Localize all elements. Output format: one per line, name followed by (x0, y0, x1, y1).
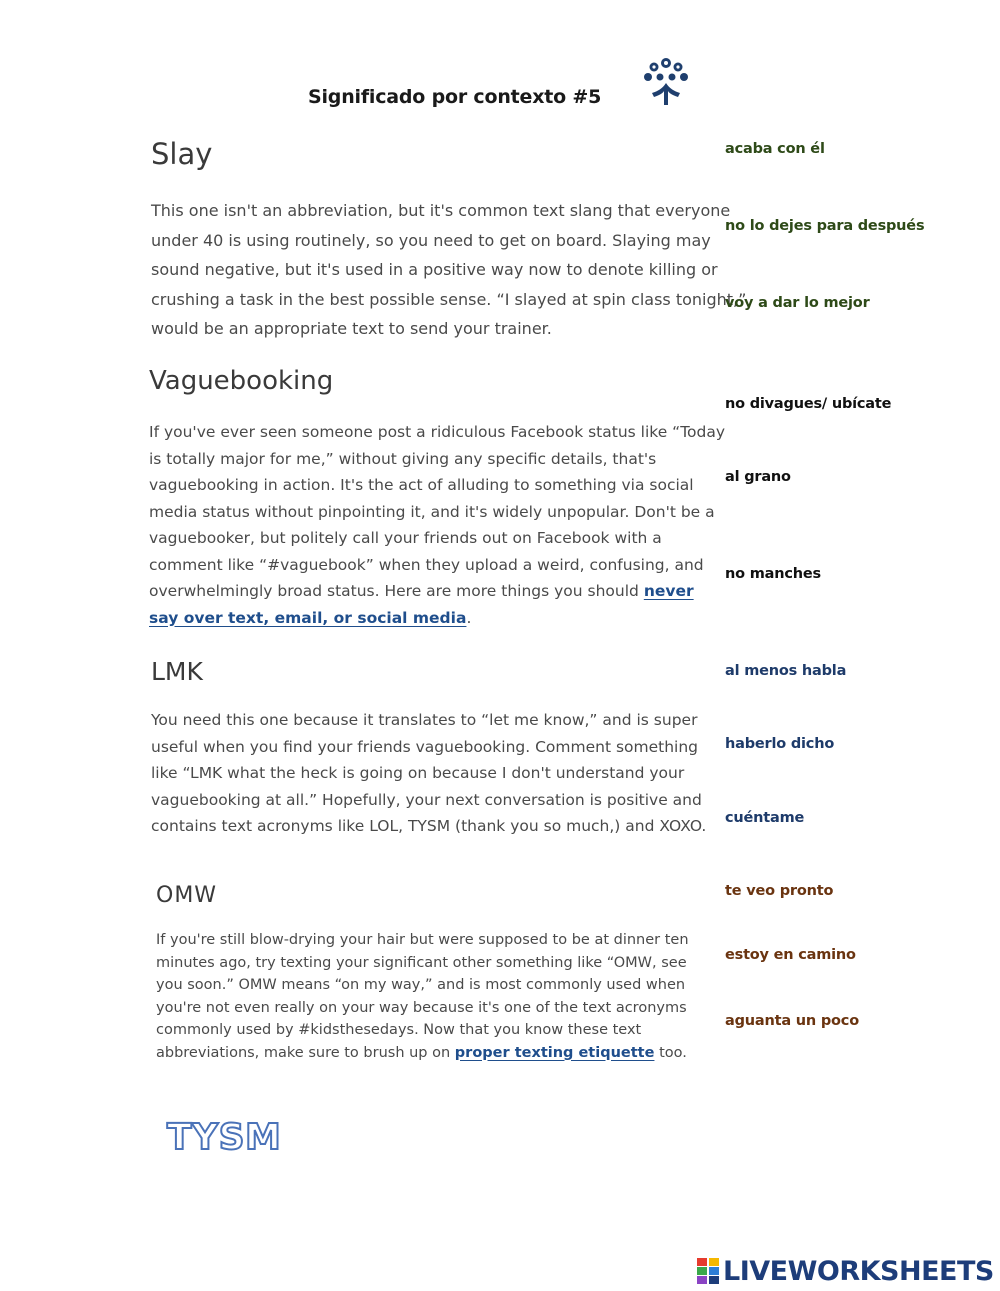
text-line: say over text, email, or social media. (149, 608, 472, 627)
answer-option[interactable]: al grano (725, 469, 791, 485)
answer-option[interactable]: te veo pronto (725, 883, 834, 899)
section-heading-lmk: LMK (151, 657, 203, 686)
answer-option[interactable]: cuéntame (725, 810, 805, 826)
text-line: comment like “#vaguebook” when they upload a weird, confusing, and (149, 555, 704, 574)
text-line: vaguebooking in action. It's the act of alluding to something via social (149, 476, 694, 494)
answer-option[interactable]: haberlo dicho (725, 736, 835, 752)
text-line: vaguebooker, but politely call your friends out on Facebook with a (149, 529, 662, 547)
text-line: If you're still blow-drying your hair but were supposed to be at dinner ten (156, 932, 689, 948)
never-say-link[interactable]: never (643, 582, 694, 600)
answer-option[interactable]: acaba con él (725, 141, 825, 157)
drop-zone-tysm[interactable]: TYSM (167, 1117, 282, 1158)
section-text-vaguebooking (149, 419, 725, 631)
section-text-omw (156, 929, 689, 1064)
text-line: minutes ago, try texting your significant other something like “OMW, see (156, 954, 687, 971)
text-line: contains text acronyms like LOL, TYSM (thank you so much,) and XOXO. (151, 817, 707, 835)
brand-name: LIVEWORKSHEETS (723, 1255, 994, 1287)
texting-etiquette-link[interactable]: proper texting etiquette (454, 1044, 655, 1061)
answer-option[interactable]: estoy en camino (725, 947, 856, 963)
page-title: Significado por contexto #5 (308, 86, 602, 108)
tree-people-icon (640, 55, 692, 107)
answer-option[interactable]: al menos habla (725, 663, 847, 679)
never-say-link-cont[interactable]: say over text, email, or social media (149, 608, 467, 627)
answer-option[interactable]: no manches (725, 566, 821, 582)
answer-option[interactable]: no lo dejes para después (725, 218, 925, 234)
section-heading-slay: Slay (151, 137, 213, 171)
text-line: is totally major for me,” without giving any specific details, that's (149, 449, 657, 468)
answer-option[interactable]: aguanta un poco (725, 1013, 859, 1029)
text-line: sound negative, but it's used in a positive way now to denote killing or (151, 260, 718, 279)
section-heading-omw: OMW (156, 883, 218, 908)
text-line: You need this one because it translates to “let me know,” and is super (151, 711, 698, 729)
text-line: If you've ever seen someone post a ridiculous Facebook status like “Today (149, 423, 726, 441)
section-heading-vaguebooking: Vaguebooking (149, 366, 334, 396)
text-line: like “LMK what the heck is going on because I don't understand your (151, 764, 685, 782)
section-text-lmk (151, 707, 706, 840)
text-line: crushing a task in the best possible sense. “I slayed at spin class tonight,” (151, 289, 747, 309)
text-line: vaguebooking at all.” Hopefully, your next conversation is positive and (151, 790, 702, 809)
text-line: This one isn't an abbreviation, but it's common text slang that everyone (151, 201, 731, 220)
text-line: under 40 is using routinely, so you need to get on board. Slaying may (151, 230, 711, 250)
text-line: you soon.” OMW means “on my way,” and is most commonly used when (156, 977, 686, 993)
text-line: you're not even really on your way because it's one of the text acronyms (156, 999, 687, 1016)
text-line: overwhelmingly broad status. Here are more things you should never (149, 582, 694, 600)
text-line: useful when you find your friends vaguebooking. Comment something (151, 737, 699, 756)
liveworksheets-logo-icon (697, 1258, 719, 1284)
text-line: abbreviations, make sure to brush up on proper texting etiquette too. (156, 1044, 687, 1061)
text-line: would be an appropriate text to send your trainer. (151, 319, 552, 338)
text-line: media status without pinpointing it, and it's widely unpopular. Don't be a (149, 502, 715, 521)
answer-option[interactable]: no divagues/ ubícate (725, 396, 892, 412)
text-line: commonly used by #kidsthesedays. Now that you know these text (156, 1022, 642, 1038)
section-text-slay (151, 196, 746, 344)
liveworksheets-brand (697, 1256, 994, 1286)
answer-option[interactable]: voy a dar lo mejor (725, 295, 870, 311)
